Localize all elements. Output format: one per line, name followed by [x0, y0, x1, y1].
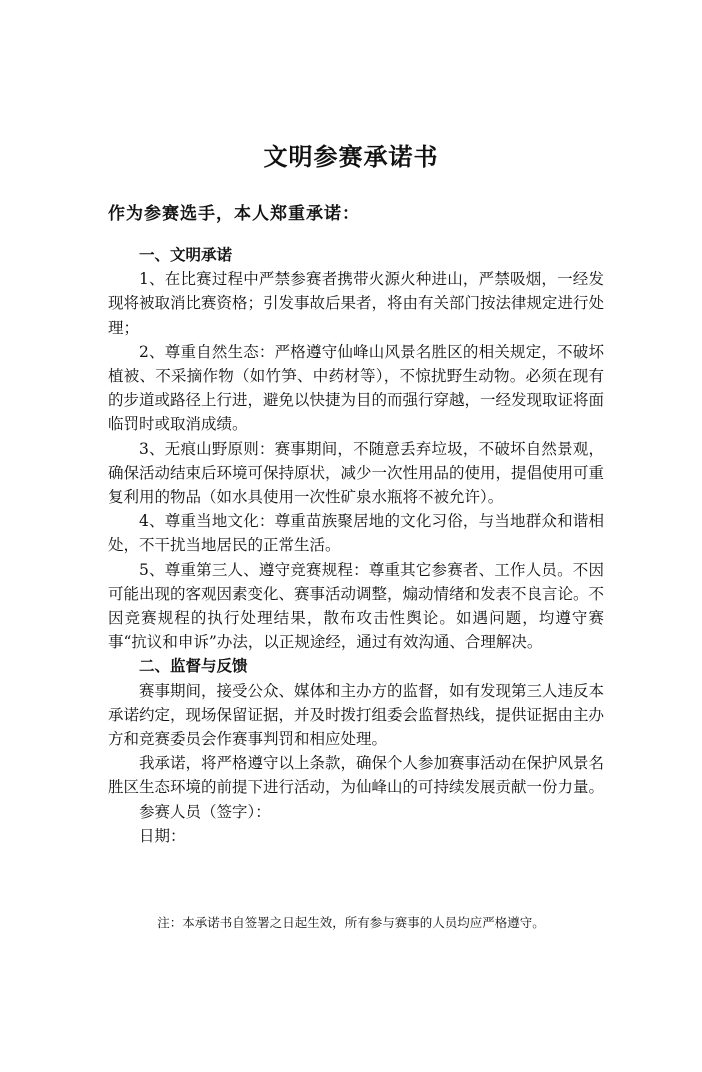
pledge-item-3: 3、无痕山野原则：赛事期间，不随意丢弃垃圾，不破坏自然景观，确保活动结束后环境可保持原状，减少一次性用品的使用，提倡使用可重复利用的物品（如水具使用一次性矿泉水瓶将不被允许）。	[108, 439, 605, 507]
supervision-paragraph: 赛事期间，接受公众、媒体和主办方的监督，如有发现第三人违反本承诺约定，现场保留证据，并及时拨打组委会监督热线，提供证据由主办方和竞赛委员会作赛事判罚和相应处理。	[108, 681, 605, 749]
closing-paragraph: 我承诺，将严格遵守以上条款，确保个人参加赛事活动在保护风景名胜区生态环境的前提下进行活动，为仙峰山的可持续发展贡献一份力量。	[108, 754, 605, 797]
pledge-item-5: 5、尊重第三人、遵守竞赛规程：尊重其它参赛者、工作人员。不因可能出现的客观因素变化、赛事活动调整，煽动情绪和发表不良言论。不因竞赛规程的执行处理结果，散布攻击性舆论。如遇问题，均遵守赛事“抗议和申诉”办法，以正规途经，通过有效沟通、合理解决。	[108, 560, 605, 652]
footnote: 注：本承诺书自签署之日起生效，所有参与赛事的人员均应严格遵守。	[157, 915, 545, 930]
section-heading-supervision: 二、监督与反馈	[139, 657, 248, 676]
signature-line: 参赛人员（签字）：	[139, 802, 271, 821]
section-heading-civility: 一、文明承诺	[139, 246, 233, 264]
date-line: 日期：	[139, 826, 186, 845]
document-title: 文明参赛承诺书	[263, 143, 439, 171]
pledge-item-2: 2、尊重自然生态：严格遵守仙峰山风景名胜区的相关规定，不破坏植被、不采摘作物（如竹笋、中药材等），不惊扰野生动物。必须在现有的步道或路径上行进，避免以快捷为目的而强行穿越，一经发现取证将面临罚时或取消成绩。	[108, 342, 605, 434]
pledge-item-4: 4、尊重当地文化：尊重苗族聚居地的文化习俗，与当地群众和谐相处，不干扰当地居民的正常生活。	[108, 512, 604, 555]
document-body	[108, 243, 604, 848]
pledge-intro: 作为参赛选手，本人郑重承诺：	[108, 204, 360, 224]
pledge-item-1: 1、在比赛过程中严禁参赛者携带火源火种进山，严禁吸烟，一经发现将被取消比赛资格；引发事故后果者，将由有关部门按法律规定进行处理；	[108, 270, 605, 337]
